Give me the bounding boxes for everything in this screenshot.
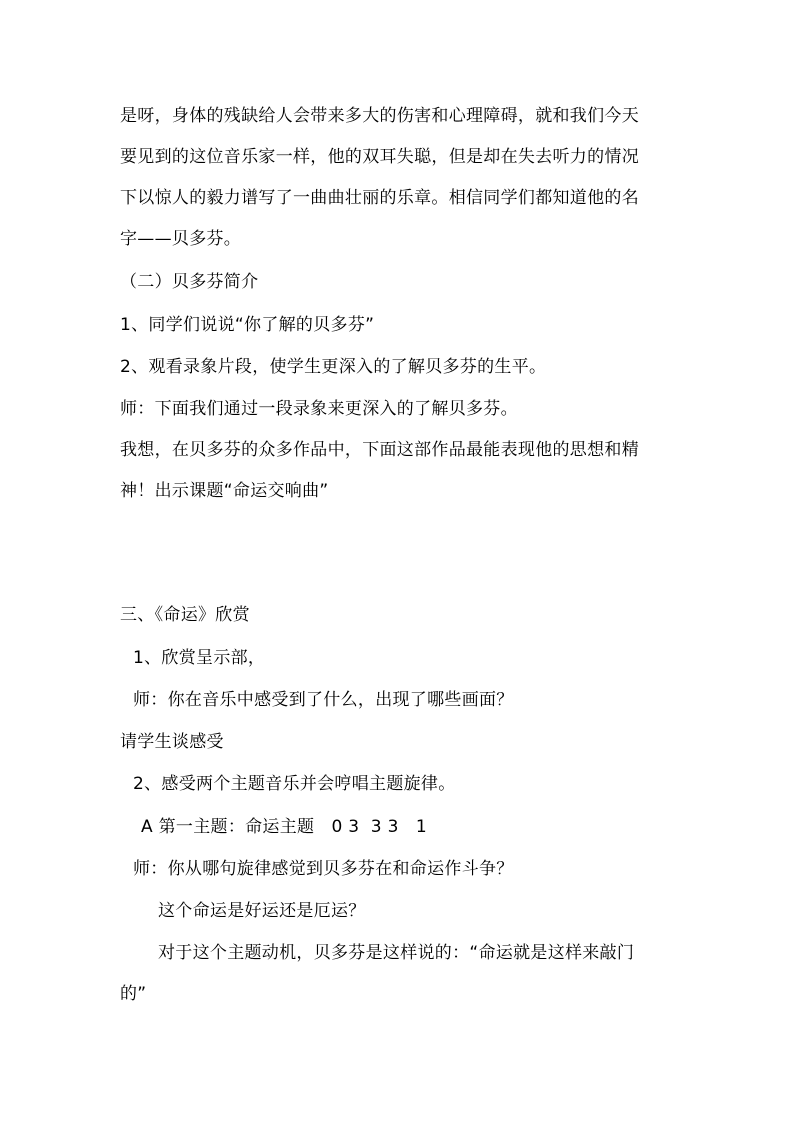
paragraph-line: 要见到的这位音乐家一样，他的双耳失聪，但是却在失去听力的情况 [120, 147, 639, 167]
paragraph-line: 这个命运是好运还是厄运？ [158, 901, 366, 921]
list-item: 1、欣赏呈示部， [133, 648, 266, 668]
paragraph-line: 下以惊人的毅力谱写了一曲曲壮丽的乐章。相信同学们都知道他的名 [120, 188, 639, 208]
dialogue-line: 师：下面我们通过一段录象来更深入的了解贝多芬。 [120, 399, 518, 419]
paragraph-line: 请学生谈感受 [120, 732, 224, 752]
section-heading: （二）贝多芬简介 [120, 272, 259, 292]
paragraph-line: 对于这个主题动机，贝多芬是这样说的：“命运就是这样来敲门 [158, 943, 635, 963]
theme-notation-line: A 第一主题：命运主题 0 3 3 3 1 [141, 817, 427, 837]
dialogue-line: 师：你从哪句旋律感觉到贝多芬在和命运作斗争？ [133, 859, 514, 879]
list-item: 2、观看录象片段，使学生更深入的了解贝多芬的生平。 [120, 357, 547, 377]
section-heading: 三、《命运》欣赏 [120, 605, 250, 625]
list-item: 2、感受两个主题音乐并会哼唱主题旋律。 [133, 774, 456, 794]
dialogue-line: 师：你在音乐中感受到了什么，出现了哪些画面？ [133, 690, 514, 710]
paragraph-line: 的” [120, 984, 147, 1004]
paragraph-line: 我想，在贝多芬的众多作品中，下面这部作品最能表现他的思想和精 [120, 440, 639, 460]
paragraph-line: 神！出示课题“命运交响曲” [120, 481, 329, 501]
paragraph-line: 字——贝多芬。 [120, 229, 242, 249]
list-item: 1、同学们说说“你了解的贝多芬” [120, 315, 375, 335]
paragraph-line: 是呀，身体的残缺给人会带来多大的伤害和心理障碍，就和我们今天 [120, 106, 639, 126]
